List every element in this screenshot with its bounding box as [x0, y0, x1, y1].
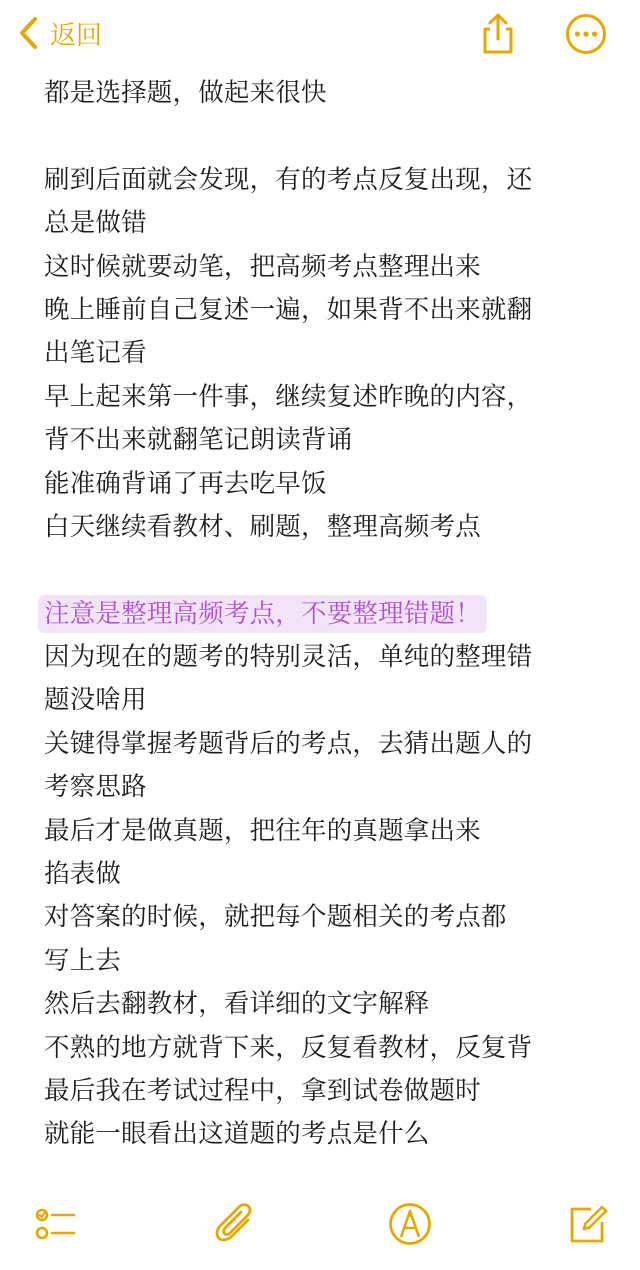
note-line: 然后去翻教材，看详细的文字解释	[44, 989, 430, 1020]
note-line: 最后我在考试过程中，拿到试卷做题时	[44, 1075, 481, 1106]
note-line: 早上起来第一件事，继续复述昨晚的内容，	[44, 381, 533, 412]
paperclip-icon	[212, 1200, 260, 1248]
ellipsis-circle-icon	[564, 12, 608, 56]
note-line: 能准确背诵了再去吃早饭	[44, 468, 327, 499]
attachment-button[interactable]	[212, 1200, 260, 1248]
note-line: 不熟的地方就背下来，反复看教材，反复背	[44, 1032, 533, 1063]
bottom-toolbar	[0, 1188, 640, 1270]
top-toolbar	[0, 0, 640, 70]
note-line: 刷到后面就会发现，有的考点反复出现，还	[44, 164, 533, 195]
note-line: 掐表做	[44, 859, 122, 890]
note-line: 这时候就要动笔，把高频考点整理出来	[44, 251, 481, 282]
blank-line	[44, 115, 604, 158]
note-line: 白天继续看教材、刷题，整理高频考点	[44, 511, 481, 542]
note-line: 就能一眼看出这道题的考点是什么	[44, 1119, 430, 1150]
note-line: 最后才是做真题，把往年的真题拿出来	[44, 815, 481, 846]
note-line: 都是选择题，做起来很快	[44, 78, 327, 108]
share-icon	[476, 12, 520, 56]
highlighted-text: 注意是整理高频考点，不要整理错题！	[38, 595, 487, 633]
note-line: 出笔记看	[44, 338, 147, 369]
note-body[interactable]	[44, 72, 604, 1157]
note-line: 因为现在的题考的特别灵活，单纯的整理错	[44, 642, 533, 673]
compose-button[interactable]	[564, 1200, 612, 1248]
blank-line	[44, 549, 604, 592]
markup-button[interactable]	[386, 1200, 434, 1248]
chevron-left-icon	[16, 15, 42, 51]
note-line: 对答案的时候，就把每个题相关的考点都	[44, 902, 507, 933]
note-line: 背不出来就翻笔记朗读背诵	[44, 425, 353, 456]
back-label: 返回	[50, 20, 103, 51]
markup-pen-icon	[386, 1200, 434, 1248]
note-line: 考察思路	[44, 772, 147, 803]
more-button[interactable]	[564, 12, 608, 56]
highlighted-line	[44, 593, 604, 636]
note-line: 关键得掌握考题背后的考点，去猜出题人的	[44, 728, 533, 759]
back-button[interactable]	[16, 12, 102, 54]
note-line: 总是做错	[44, 208, 147, 239]
note-line: 写上去	[44, 945, 122, 976]
compose-icon	[564, 1200, 612, 1248]
share-button[interactable]	[476, 12, 520, 56]
note-line: 题没啥用	[44, 685, 147, 716]
checklist-icon	[30, 1200, 78, 1248]
note-line: 晚上睡前自己复述一遍，如果背不出来就翻	[44, 294, 533, 325]
checklist-button[interactable]	[30, 1200, 78, 1248]
